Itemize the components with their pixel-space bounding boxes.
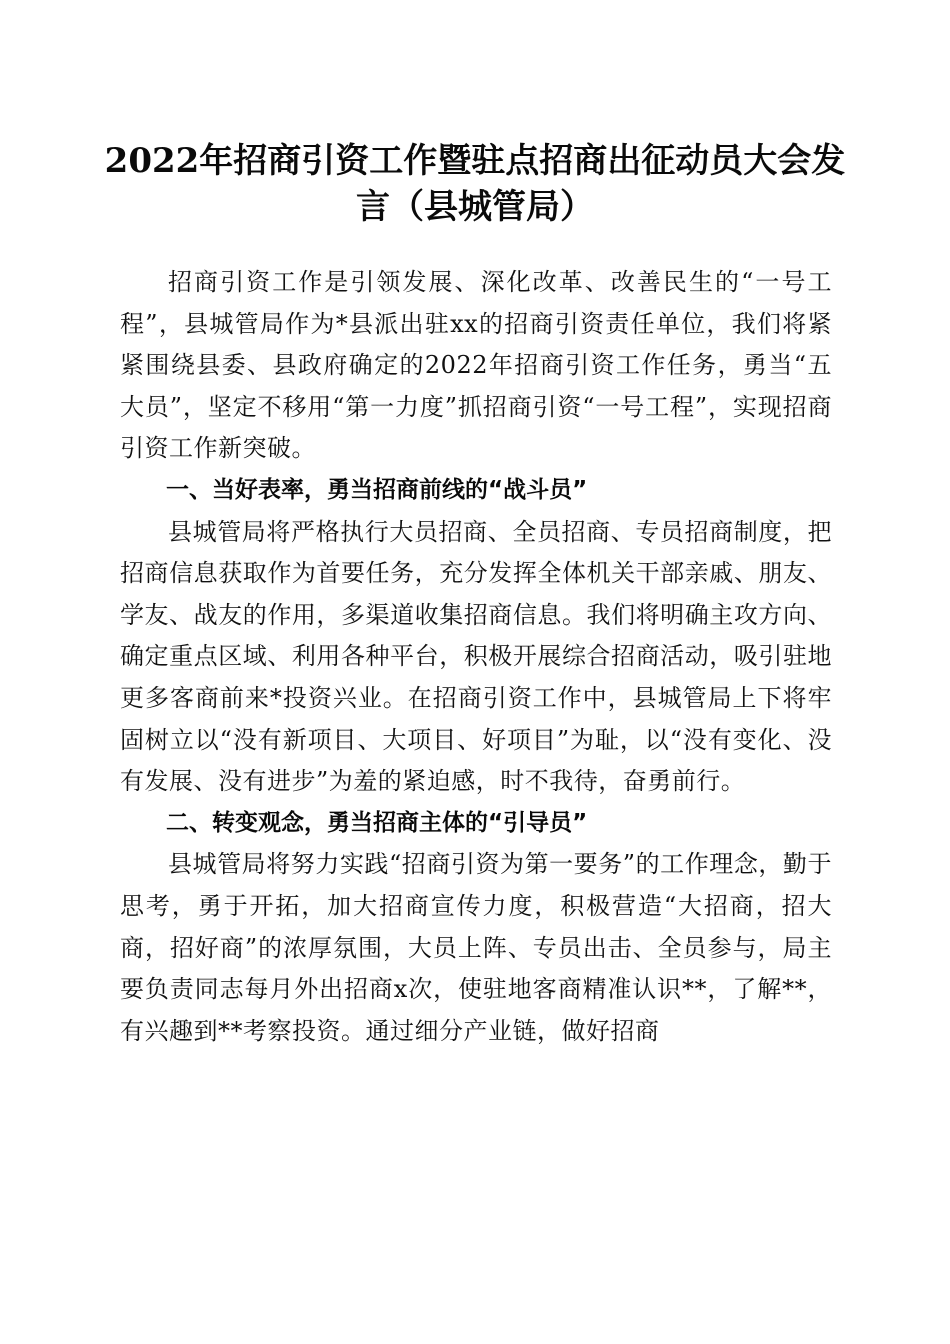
intro-paragraph: 招商引资工作是引领发展、深化改革、改善民生的“一号工程”，县城管局作为*县派出驻xx的招商引资责任单位，我们将紧紧围绕县委、县政府确定的2022年招商引资工作任务，勇当“五大员”，坚定不移用“第一力度”抓招商引资“一号工程”，实现招商引资工作新突破。 [120, 268, 832, 463]
document-body [120, 262, 832, 1052]
section-2-heading: 二、转变观念，勇当招商主体的“引导员” [166, 809, 588, 836]
section-2-paragraph: 县城管局将努力实践“招商引资为第一要务”的工作理念，勤于思考，勇于开拓，加大招商宣传力度，积极营造“大招商，招大商，招好商”的浓厚氛围，大员上阵、专员出击、全员参与，局主要负责同志每月外出招商x次，使驻地客商精准认识**，了解**，有兴趣到**考察投资。通过细分产业链，做好招商 [120, 850, 832, 1045]
section-1-paragraph: 县城管局将严格执行大员招商、全员招商、专员招商制度，把招商信息获取作为首要任务，充分发挥全体机关干部亲戚、朋友、学友、战友的作用，多渠道收集招商信息。我们将明确主攻方向、确定重点区域、利用各种平台，积极开展综合招商活动，吸引驻地更多客商前来*投资兴业。在招商引资工作中，县城管局上下将牢固树立以“没有新项目、大项目、好项目”为耻，以“没有变化、没有发展、没有进步”为羞的紧迫感，时不我待，奋勇前行。 [120, 517, 832, 796]
section-1-heading: 一、当好表率，勇当招商前线的“战斗员” [166, 476, 588, 503]
document-title: 2022年招商引资工作暨驻点招商出征动员大会发言（县城管局） [104, 141, 846, 227]
